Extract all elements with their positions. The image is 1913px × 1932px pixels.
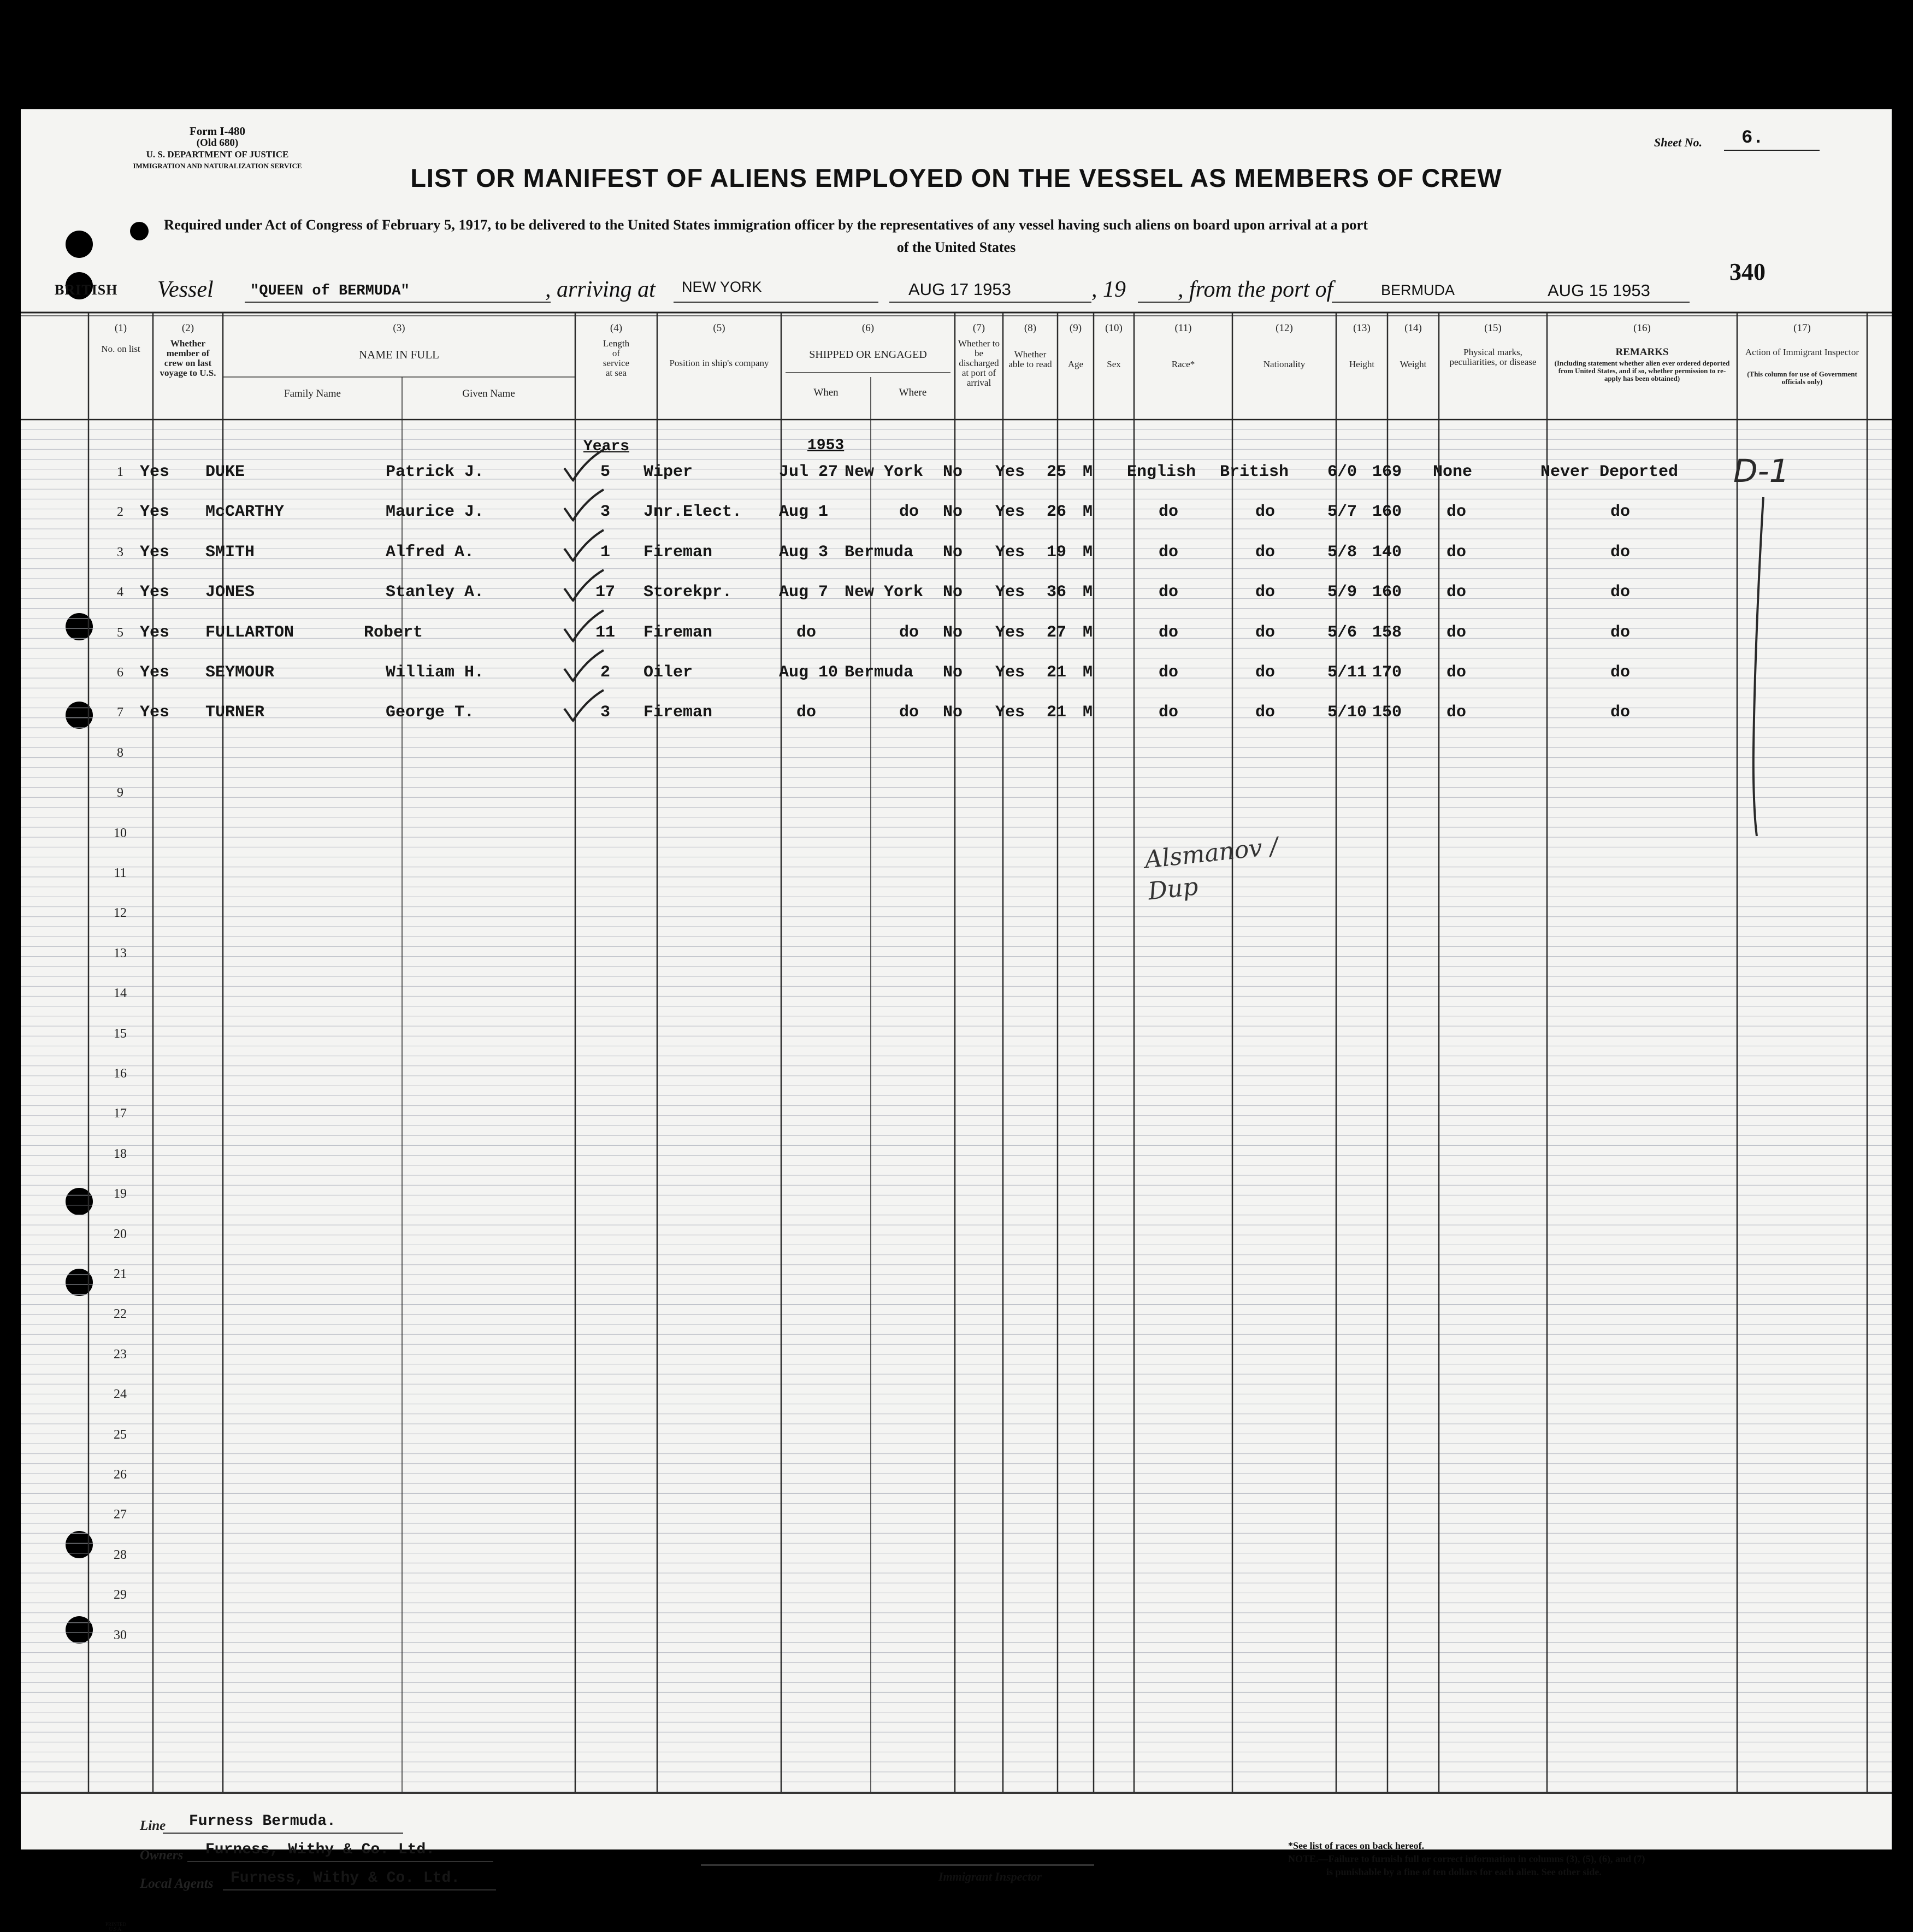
row-number: 25 xyxy=(114,1427,127,1442)
check-mark-icon xyxy=(559,647,608,685)
race-note: *See list of races on back hereof. xyxy=(1288,1840,1425,1851)
footer-divider xyxy=(21,1792,1892,1794)
remarks: Never Deported xyxy=(1540,463,1679,481)
col-9-header: Age xyxy=(1067,359,1084,369)
position: Fireman xyxy=(643,543,713,562)
row-number: 9 xyxy=(117,786,123,800)
given-name: Robert xyxy=(364,623,423,642)
arrival-port: NEW YORK xyxy=(682,279,762,295)
discharged: No xyxy=(943,463,963,481)
row-number: 10 xyxy=(114,826,127,840)
nationality: British xyxy=(1220,463,1289,481)
age: 21 xyxy=(1047,703,1067,722)
check-mark-icon xyxy=(559,687,608,725)
subtitle-line-1: Required under Act of Congress of February 5, 1917, to be delivered to the United States immigration officer by the representatives of any vessel having such aliens on board upon arrival at a port xyxy=(164,216,1368,233)
shipped-where: New York xyxy=(845,583,924,602)
col-3-given-header: Given Name xyxy=(462,388,515,399)
col-1-header: No. on list xyxy=(101,344,140,354)
col-11-number: (11) xyxy=(1174,322,1192,334)
age: 21 xyxy=(1047,663,1067,682)
discharged: No xyxy=(943,583,963,602)
row-number: 5 xyxy=(117,625,123,640)
member-last-voyage: Yes xyxy=(140,623,170,642)
discharged: No xyxy=(943,543,963,562)
owners-label: Owners xyxy=(140,1848,184,1863)
col-16-header: REMARKS xyxy=(1615,346,1669,358)
family-name: FULLARTON xyxy=(205,623,294,642)
col-15-number: (15) xyxy=(1484,322,1502,334)
height: 5/6 xyxy=(1327,623,1357,642)
physical-marks: do xyxy=(1446,663,1467,682)
page-stamp: 340 xyxy=(1729,258,1766,285)
col-10-number: (10) xyxy=(1105,322,1123,334)
age: 27 xyxy=(1047,623,1067,642)
family-name: JONES xyxy=(205,583,255,602)
check-mark-icon xyxy=(559,567,608,605)
able-to-read: Yes xyxy=(995,503,1025,522)
row-number: 14 xyxy=(114,986,127,1001)
sex: M xyxy=(1083,663,1093,682)
remarks: do xyxy=(1610,703,1631,722)
row-number: 4 xyxy=(117,585,123,600)
physical-marks: do xyxy=(1446,703,1467,722)
row-number: 2 xyxy=(117,505,123,520)
col-3-header: NAME IN FULL xyxy=(359,348,439,361)
col-12-number: (12) xyxy=(1276,322,1293,334)
shipped-where: Bermuda xyxy=(845,543,914,562)
family-name: SEYMOUR xyxy=(205,663,275,682)
page-title: LIST OR MANIFEST OF ALIENS EMPLOYED ON THE VESSEL AS MEMBERS OF CREW xyxy=(410,163,1502,192)
family-name: McCARTHY xyxy=(205,503,285,522)
given-name: Stanley A. xyxy=(386,583,485,602)
manifest-sheet xyxy=(21,109,1892,1932)
row-number: 7 xyxy=(117,705,123,720)
race: do xyxy=(1159,583,1179,602)
service: IMMIGRATION AND NATURALIZATION SERVICE xyxy=(133,162,302,170)
col-2-header: Whether member of crew on last voyage to U.S. xyxy=(160,338,216,378)
agents-value: Furness, Withy & Co. Ltd. xyxy=(231,1870,460,1887)
col-13-header: Height xyxy=(1349,359,1375,369)
col-14-header: Weight xyxy=(1400,359,1427,369)
col-12-header: Nationality xyxy=(1263,359,1306,369)
discharged: No xyxy=(943,503,963,522)
row-number: 8 xyxy=(117,745,123,760)
form-number: Form I-480 xyxy=(189,125,246,138)
vessel-label: Vessel xyxy=(157,277,214,302)
row-number: 11 xyxy=(114,866,127,880)
height: 6/0 xyxy=(1327,463,1357,481)
position: Fireman xyxy=(643,703,713,722)
able-to-read: Yes xyxy=(995,623,1025,642)
service-years: 1 xyxy=(600,543,610,562)
penalty-note-1: NOTE.—Failure to furnish full or correct information in columns (3), (5), (6), and (7) xyxy=(1288,1853,1645,1864)
col-13-number: (13) xyxy=(1353,322,1371,334)
discharged: No xyxy=(943,703,963,722)
col-5-header: Position in ship's company xyxy=(669,358,769,368)
physical-marks: do xyxy=(1446,623,1467,642)
height: 5/11 xyxy=(1327,663,1367,682)
inspector-signature-label: Immigrant Inspector xyxy=(938,1870,1042,1883)
col-16-subheader: (Including statement whether alien ever ordered deported from United States, and if so, whether permission to re-apply has been obtained) xyxy=(1554,359,1730,382)
check-mark-icon xyxy=(559,527,608,565)
row-number: 28 xyxy=(114,1547,127,1562)
weight: 158 xyxy=(1372,623,1402,642)
line-label: Line xyxy=(140,1818,166,1833)
subtitle-line-2: of the United States xyxy=(896,239,1016,255)
given-name: Patrick J. xyxy=(386,463,485,481)
sex: M xyxy=(1083,543,1093,562)
col-6-where-header: Where xyxy=(899,387,927,398)
shipped-where: do xyxy=(899,503,919,522)
position: Jnr.Elect. xyxy=(643,503,742,522)
col-1-number: (1) xyxy=(114,322,127,334)
sex: M xyxy=(1083,583,1093,602)
col-7-header: Whether to be discharged at port of arrival xyxy=(958,338,1000,388)
row-number: 17 xyxy=(114,1106,127,1121)
weight: 160 xyxy=(1372,503,1402,522)
race: do xyxy=(1159,543,1179,562)
weight: 160 xyxy=(1372,583,1402,602)
check-mark-icon xyxy=(559,607,608,645)
row-number: 26 xyxy=(114,1468,127,1482)
age: 25 xyxy=(1047,463,1067,481)
col-15-header: Physical marks, peculiarities, or disease xyxy=(1449,347,1537,367)
row-number: 13 xyxy=(114,946,127,961)
physical-marks: do xyxy=(1446,543,1467,562)
shipped-when: Aug 3 xyxy=(779,543,829,562)
weight: 140 xyxy=(1372,543,1402,562)
service-years: 3 xyxy=(600,503,610,522)
years-unit: Years xyxy=(583,438,630,455)
physical-marks: do xyxy=(1446,583,1467,602)
from-port-label: , from the port of xyxy=(1178,277,1333,302)
nationality: do xyxy=(1255,623,1276,642)
agents-label: Local Agents xyxy=(140,1876,214,1891)
row-number: 16 xyxy=(114,1067,127,1081)
arriving-label: , arriving at xyxy=(545,277,656,302)
nationality: do xyxy=(1255,703,1276,722)
row-number: 3 xyxy=(117,545,123,559)
service-years: 5 xyxy=(600,463,610,481)
inspector-action-stroke xyxy=(1747,492,1769,841)
col-3-number: (3) xyxy=(393,322,405,334)
row-number: 29 xyxy=(114,1588,127,1603)
position: Wiper xyxy=(643,463,693,481)
physical-marks: do xyxy=(1446,503,1467,522)
col-5-number: (5) xyxy=(713,322,725,334)
row-number: 21 xyxy=(114,1267,127,1281)
line-value: Furness Bermuda. xyxy=(189,1813,336,1830)
family-name: SMITH xyxy=(205,543,255,562)
service-years: 17 xyxy=(595,583,615,602)
member-last-voyage: Yes xyxy=(140,543,170,562)
col-9-number: (9) xyxy=(1069,322,1082,334)
race: do xyxy=(1159,623,1179,642)
col-17-subheader: (This column for use of Government officials only) xyxy=(1747,370,1857,386)
able-to-read: Yes xyxy=(995,703,1025,722)
handwritten-note: Alsmanov / Dup xyxy=(1143,832,1279,906)
sheet-no-value: 6. xyxy=(1741,128,1764,149)
arrival-date: AUG 17 1953 xyxy=(908,280,1011,299)
row-number: 23 xyxy=(114,1347,127,1362)
height: 5/7 xyxy=(1327,503,1357,522)
row-number: 20 xyxy=(114,1227,127,1241)
check-mark-icon xyxy=(559,446,608,485)
family-name: DUKE xyxy=(205,463,245,481)
col-10-header: Sex xyxy=(1107,359,1121,369)
weight: 170 xyxy=(1372,663,1402,682)
discharged: No xyxy=(943,663,963,682)
col-7-number: (7) xyxy=(972,322,985,334)
nationality: do xyxy=(1255,503,1276,522)
shipped-when: Aug 10 xyxy=(779,663,839,682)
vessel-flag: BRITISH xyxy=(55,282,118,298)
height: 5/9 xyxy=(1327,583,1357,602)
row-number: 22 xyxy=(114,1307,127,1322)
col-16-number: (16) xyxy=(1633,322,1651,334)
col-11-header: Race* xyxy=(1171,359,1195,369)
sex: M xyxy=(1083,463,1093,481)
row-number: 1 xyxy=(117,465,123,479)
age: 19 xyxy=(1047,543,1067,562)
col-4-number: (4) xyxy=(610,322,623,334)
race: do xyxy=(1159,703,1179,722)
sheet-no-label: Sheet No. xyxy=(1654,136,1702,149)
shipped-where: New York xyxy=(845,463,924,481)
col-17-header: Action of Immigrant Inspector xyxy=(1745,347,1859,357)
age: 26 xyxy=(1047,503,1067,522)
shipped-where: Bermuda xyxy=(845,663,914,682)
department: U. S. DEPARTMENT OF JUSTICE xyxy=(146,149,289,160)
owners-underline xyxy=(187,1861,493,1862)
member-last-voyage: Yes xyxy=(140,703,170,722)
col-17-number: (17) xyxy=(1793,322,1811,334)
line-underline xyxy=(163,1833,403,1834)
position: Storekpr. xyxy=(643,583,733,602)
position: Fireman xyxy=(643,623,713,642)
race: do xyxy=(1159,503,1179,522)
able-to-read: Yes xyxy=(995,583,1025,602)
col-6-when-header: When xyxy=(813,387,839,398)
col-8-number: (8) xyxy=(1024,322,1037,334)
col-4-header: Length of service at sea xyxy=(603,338,630,378)
form-old-number: (Old 680) xyxy=(196,137,239,149)
member-last-voyage: Yes xyxy=(140,663,170,682)
shipped-when: Aug 7 xyxy=(779,583,829,602)
shipped-when: do xyxy=(796,623,817,642)
remarks: do xyxy=(1610,543,1631,562)
printer-mark: PRINTED U.S.A. xyxy=(105,1922,126,1932)
row-number: 6 xyxy=(117,665,123,680)
col-8-header: Whether able to read xyxy=(1008,349,1052,369)
age: 36 xyxy=(1047,583,1067,602)
row-number: 15 xyxy=(114,1026,127,1041)
sex: M xyxy=(1083,503,1093,522)
row-number: 19 xyxy=(114,1187,127,1201)
nationality: do xyxy=(1255,583,1276,602)
remarks: do xyxy=(1610,663,1631,682)
shipped-when: Aug 1 xyxy=(779,503,829,522)
row-number: 24 xyxy=(114,1387,127,1402)
height: 5/8 xyxy=(1327,543,1357,562)
physical-marks: None xyxy=(1433,463,1473,481)
vessel-name: "QUEEN of BERMUDA" xyxy=(250,283,410,299)
col-14-number: (14) xyxy=(1404,322,1422,334)
member-last-voyage: Yes xyxy=(140,503,170,522)
penalty-note-2: is punishable by a fine of ten dollars for each alien. See other side. xyxy=(1326,1866,1602,1877)
given-name: George T. xyxy=(386,703,475,722)
able-to-read: Yes xyxy=(995,463,1025,481)
row-number: 30 xyxy=(114,1628,127,1642)
nationality: do xyxy=(1255,543,1276,562)
year-label: , 19 xyxy=(1091,277,1126,302)
able-to-read: Yes xyxy=(995,663,1025,682)
shipped-when: do xyxy=(796,703,817,722)
inspector-signature-line xyxy=(701,1864,1094,1866)
height: 5/10 xyxy=(1327,703,1367,722)
departure-port: BERMUDA xyxy=(1381,282,1455,298)
inspector-action-handwriting: D-1 xyxy=(1733,452,1790,490)
shipped-year: 1953 xyxy=(807,437,845,454)
service-years: 11 xyxy=(595,623,615,642)
nationality: do xyxy=(1255,663,1276,682)
member-last-voyage: Yes xyxy=(140,583,170,602)
given-name: Alfred A. xyxy=(386,543,475,562)
race: do xyxy=(1159,663,1179,682)
given-name: Maurice J. xyxy=(386,503,485,522)
row-number: 12 xyxy=(114,906,127,921)
col-6-number: (6) xyxy=(861,322,875,334)
position: Oiler xyxy=(643,663,693,682)
agents-underline xyxy=(223,1889,496,1890)
col-6-header: SHIPPED OR ENGAGED xyxy=(809,349,927,361)
shipped-where: do xyxy=(899,703,919,722)
departure-date: AUG 15 1953 xyxy=(1548,281,1650,300)
col-3-family-header: Family Name xyxy=(284,388,341,399)
given-name: William H. xyxy=(386,663,485,682)
weight: 169 xyxy=(1372,463,1402,481)
shipped-where: do xyxy=(899,623,919,642)
weight: 150 xyxy=(1372,703,1402,722)
service-years: 3 xyxy=(600,703,610,722)
remarks: do xyxy=(1610,583,1631,602)
discharged: No xyxy=(943,623,963,642)
shipped-when: Jul 27 xyxy=(779,463,839,481)
race: English xyxy=(1127,463,1196,481)
sex: M xyxy=(1083,623,1093,642)
family-name: TURNER xyxy=(205,703,265,722)
service-years: 2 xyxy=(600,663,610,682)
remarks: do xyxy=(1610,503,1631,522)
able-to-read: Yes xyxy=(995,543,1025,562)
check-mark-icon xyxy=(559,486,608,525)
col-2-number: (2) xyxy=(181,322,194,334)
remarks: do xyxy=(1610,623,1631,642)
row-number: 27 xyxy=(114,1507,127,1522)
owners-value: Furness, Withy & Co. Ltd. xyxy=(205,1841,435,1858)
member-last-voyage: Yes xyxy=(140,463,170,481)
sex: M xyxy=(1083,703,1093,722)
row-number: 18 xyxy=(114,1146,127,1161)
